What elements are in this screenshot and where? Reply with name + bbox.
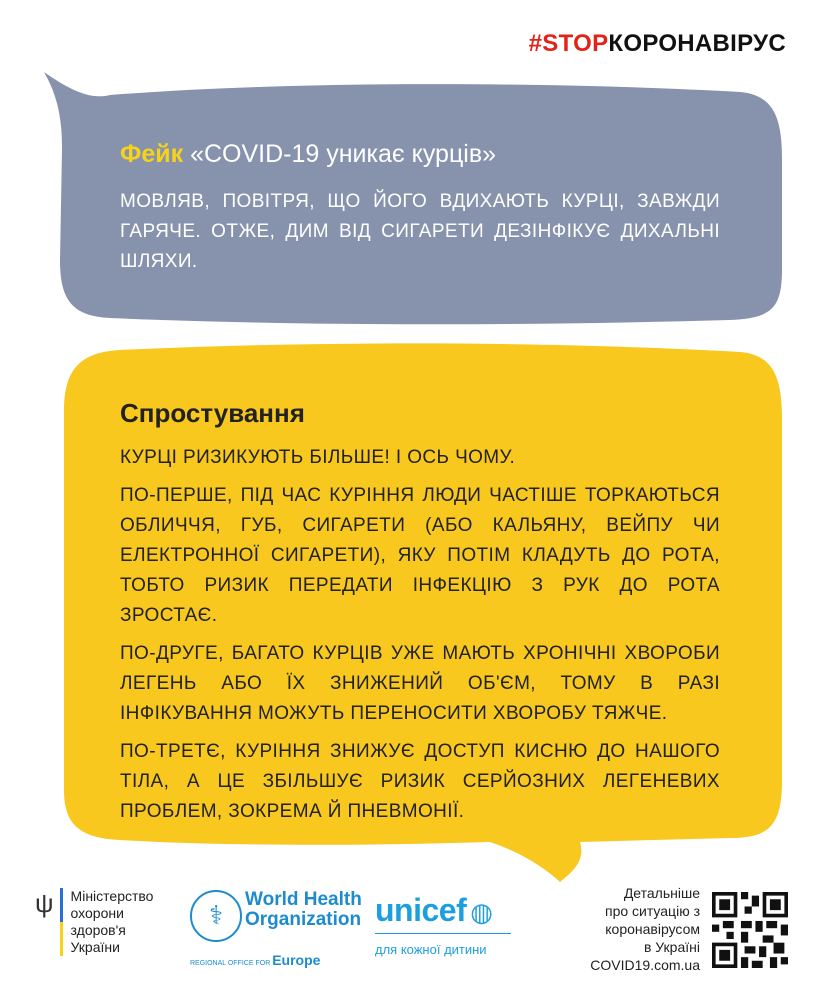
- who-emblem-icon: ⚕: [190, 890, 242, 942]
- debunk-title: Спростування: [120, 398, 305, 428]
- info-line: коронавірусом: [605, 921, 700, 937]
- debunk-paragraph: ПО-ТРЕТЄ, КУРІННЯ ЗНИЖУЄ ДОСТУП КИСНЮ ДО НАШОГО ТІЛА, А ЦЕ ЗБІЛЬШУЄ РИЗИК СЕРЙОЗНИХ ЛЕГЕНЕВИХ ПРОБЛЕМ, ЗОКРЕМА Й ПНЕВМОНІЇ.: [120, 741, 720, 822]
- info-text: [590, 884, 700, 974]
- unicef-emblem-icon: ◍: [470, 897, 493, 927]
- moz-line: здоров'я: [70, 922, 126, 938]
- fake-title: «COVID-19 уникає курців»: [190, 140, 496, 168]
- website-link[interactable]: COVID19.com.ua: [590, 957, 700, 973]
- moz-line: охорони: [70, 905, 124, 921]
- unicef-logo: [375, 892, 511, 957]
- fake-section: [120, 140, 720, 277]
- who-name: World Health Organization: [245, 889, 362, 930]
- who-region-prefix: REGIONAL OFFICE FOR: [190, 960, 271, 967]
- fake-text: МОВЛЯВ, ПОВІТРЯ, ЩО ЙОГО ВДИХАЮТЬ КУРЦІ, ЗАВЖДИ ГАРЯЧЕ. ОТЖЕ, ДИМ ВІД СИГАРЕТИ ДЕЗІНФІКУЄ ДИХАЛЬНІ ШЛЯХИ.: [120, 191, 720, 272]
- fake-heading: [120, 140, 720, 169]
- unicef-name: unicef: [375, 892, 467, 928]
- moz-line: Міністерство: [70, 888, 154, 904]
- debunk-paragraph: ПО-ДРУГЕ, БАГАТО КУРЦІВ УЖЕ МАЮТЬ ХРОНІЧНІ ХВОРОБИ ЛЕГЕНЬ АБО ЇХ ЗНИЖЕНИЙ ОБ'ЄМ, ТОМУ В РАЗІ ІНФІКУВАННЯ МОЖУТЬ ПЕРЕНОСИТИ ХВОРОБУ ТЯЖЧЕ.: [120, 643, 720, 724]
- footer-logos: [0, 880, 824, 980]
- hashtag-stop: #STOP: [528, 30, 609, 57]
- debunk-paragraph: КУРЦІ РИЗИКУЮТЬ БІЛЬШЕ! І ОСЬ ЧОМУ.: [120, 447, 516, 468]
- debunk-paragraph: ПО-ПЕРШЕ, ПІД ЧАС КУРІННЯ ЛЮДИ ЧАСТІШЕ ТОРКАЮТЬСЯ ОБЛИЧЧЯ, ГУБ, СИГАРЕТИ (АБО КАЛЬЯНУ, ВЕЙПУ ЧИ ЕЛЕКТРОННОЇ СИГАРЕТИ), ЯКУ ПОТІМ КЛАДУТЬ ДО РОТА, ТОБТО РИЗИК ПЕРЕДАТИ ІНФЕКЦІЮ З РУК ДО РОТА ЗРОСТАЄ.: [120, 485, 720, 626]
- hashtag-rest: КОРОНАВІРУС: [608, 30, 786, 57]
- moz-line: України: [70, 939, 120, 955]
- qr-code-icon[interactable]: [712, 892, 788, 968]
- who-region: Europe: [272, 952, 321, 968]
- debunk-section: [120, 398, 720, 835]
- moz-logo: [35, 888, 153, 956]
- trident-icon: ψ: [35, 888, 54, 918]
- info-line: в Україні: [643, 939, 700, 955]
- info-line: Детальніше: [623, 885, 700, 901]
- fake-label: Фейк: [120, 140, 184, 168]
- info-line: про ситуацію з: [605, 903, 700, 919]
- unicef-slogan: для кожної дитини: [375, 933, 511, 957]
